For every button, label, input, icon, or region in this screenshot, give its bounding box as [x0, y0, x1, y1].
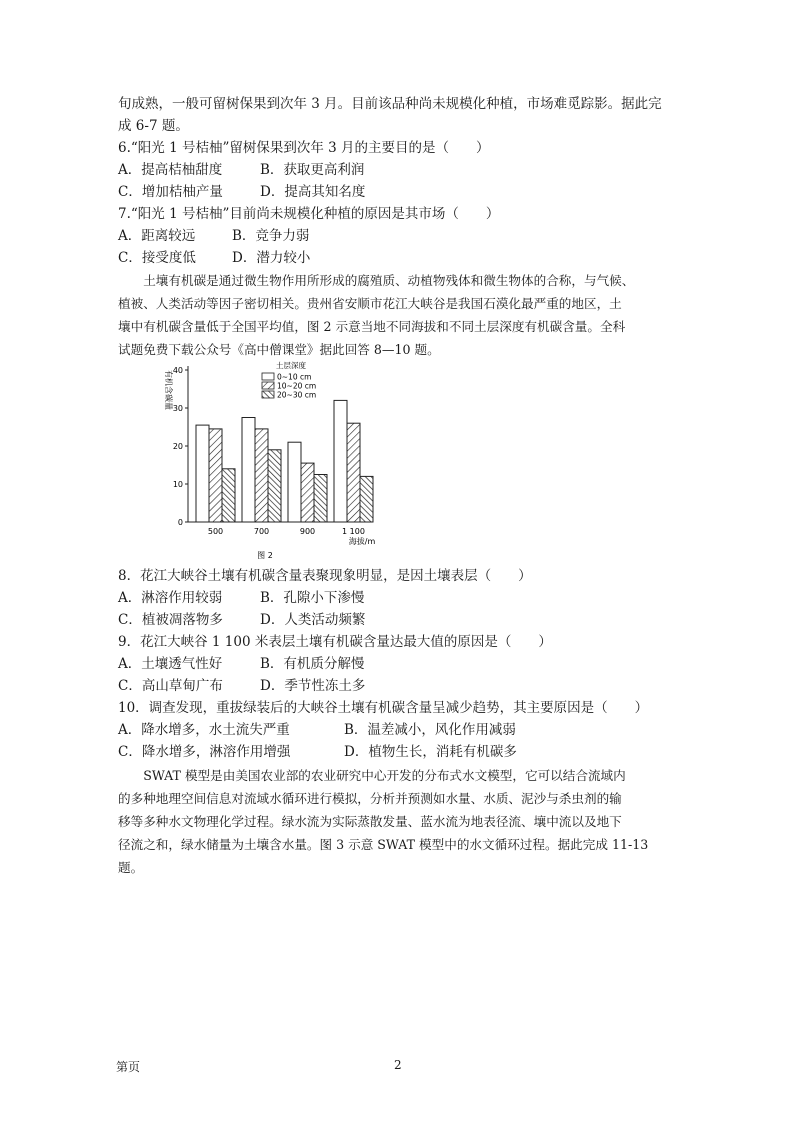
x-tick-label: 1 100 — [342, 527, 365, 536]
bar-700-series-2 — [255, 429, 268, 522]
bar-500-series-1 — [196, 425, 209, 522]
bar-1100-series-2 — [347, 423, 360, 522]
question-7-option-b[interactable]: B．竞争力弱 — [232, 228, 310, 244]
question-7-option-c[interactable]: C．接受度低 — [118, 250, 196, 266]
bar-700-series-3 — [268, 450, 281, 522]
bar-500-series-2 — [209, 429, 222, 522]
legend-swatch-2 — [262, 382, 274, 389]
bar-700-series-1 — [242, 418, 255, 523]
question-8-option-a[interactable]: A．淋溶作用较弱 — [118, 590, 223, 606]
figure-2-caption: 图 2 — [257, 551, 273, 560]
passage-2-line-4: 试题免费下载公众号《高中僧课堂》据此回答 8—10 题。 — [118, 342, 440, 357]
passage-3-line-5: 题。 — [118, 860, 144, 875]
passage-3-line-1: SWAT 模型是由美国农业部的农业研究中心开发的分布式水文模型，它可以结合流域内 — [118, 768, 626, 783]
legend-swatch-1 — [262, 373, 274, 380]
bar-1100-series-1 — [334, 400, 347, 522]
passage-2-line-2: 植被、人类活动等因子密切相关。贵州省安顺市花江大峡谷是我国石漠化最严重的地区，土 — [118, 296, 622, 311]
y-tick-label: 10 — [172, 480, 183, 489]
bar-900-series-1 — [288, 442, 301, 522]
question-9-stem: 9．花江大峡谷 1 100 米表层土壤有机碳含量达最大值的原因是（ ） — [118, 634, 552, 650]
question-6-option-c[interactable]: C．增加桔柚产量 — [118, 184, 223, 200]
question-10-option-d[interactable]: D．植物生长，消耗有机碳多 — [344, 744, 517, 760]
x-tick-label: 900 — [299, 527, 316, 536]
footer-page-number: 2 — [394, 1058, 402, 1072]
question-10-option-b[interactable]: B．温差减小，风化作用减弱 — [344, 722, 516, 738]
question-10-option-c[interactable]: C．降水增多，淋溶作用增强 — [118, 744, 291, 760]
question-9-option-a[interactable]: A．土壤透气性好 — [118, 656, 223, 672]
legend-title: 土层深度 — [276, 361, 306, 370]
question-8-stem: 8．花江大峡谷土壤有机碳含量表聚现象明显，是因土壤表层（ ） — [118, 568, 532, 584]
question-6-option-a[interactable]: A．提高桔柚甜度 — [118, 162, 223, 178]
y-tick-label: 30 — [172, 404, 183, 413]
question-8-option-b[interactable]: B．孔隙小下渗慢 — [260, 590, 365, 606]
question-10-option-a[interactable]: A．降水增多，水土流失严重 — [118, 722, 290, 738]
bar-900-series-2 — [301, 463, 314, 522]
y-tick-label: 20 — [172, 442, 183, 451]
question-9-option-c[interactable]: C．高山草甸广布 — [118, 678, 223, 694]
passage-3-line-4: 径流之和，绿水储量为土壤含水量。图 3 示意 SWAT 模型中的水文循环过程。据此完成 11-13 — [118, 837, 649, 852]
question-6-option-b[interactable]: B．获取更高利润 — [260, 162, 365, 178]
figure-2-ylabel: 有机含碳量 — [164, 370, 173, 410]
passage-3-line-3: 移等多种水文物理化学过程。绿水流为实际蒸散发量、蓝水流为地表径流、壤中流以及地下 — [118, 814, 622, 829]
footer-page-label: 第页 — [116, 1060, 141, 1074]
bar-500-series-3 — [222, 469, 235, 522]
question-9-option-b[interactable]: B．有机质分解慢 — [260, 656, 365, 672]
question-7-stem: 7.“阳光 1 号桔柚”目前尚未规模化种植的原因是其市场（ ） — [118, 206, 500, 222]
question-7-option-d[interactable]: D．潜力较小 — [232, 250, 311, 266]
bar-900-series-3 — [314, 475, 327, 523]
legend-label-3: 20~30 cm — [277, 390, 317, 400]
passage-2-line-1: 土壤有机碳是通过微生物作用所形成的腐殖质、动植物残体和微生物体的合称，与气候、 — [118, 273, 635, 288]
intro-line-2: 成 6-7 题。 — [118, 118, 189, 134]
passage-3-line-2: 的多种地理空间信息对流域水循环进行模拟，分析并预测如水量、水质、泥沙与杀虫剂的输 — [118, 791, 622, 806]
x-tick-label: 500 — [207, 527, 224, 536]
legend-label-1: 0~10 cm — [277, 372, 312, 382]
question-6-option-d[interactable]: D．提高其知名度 — [260, 184, 366, 200]
legend-label-2: 10~20 cm — [277, 381, 317, 391]
question-8-option-d[interactable]: D．人类活动频繁 — [260, 612, 366, 628]
question-7-option-a[interactable]: A．距离较远 — [118, 228, 196, 244]
legend-swatch-3 — [262, 391, 274, 398]
question-8-option-c[interactable]: C．植被凋落物多 — [118, 612, 223, 628]
y-tick-label: 40 — [172, 366, 183, 375]
passage-2-line-3: 壤中有机碳含量低于全国平均值，图 2 示意当地不同海拔和不同土层深度有机碳含量。全科 — [118, 319, 626, 334]
figure-2-chart — [150, 358, 390, 564]
question-10-stem: 10．调查发现，重拔绿装后的大峡谷土壤有机碳含量呈减少趋势，其主要原因是（ ） — [118, 700, 649, 716]
x-tick-label: 700 — [253, 527, 270, 536]
intro-line-1: 旬成熟，一般可留树保果到次年 3 月。目前该品种尚未规模化种植，市场难觅踪影。据此完 — [118, 96, 662, 112]
bar-1100-series-3 — [360, 476, 373, 522]
y-tick-label: 0 — [177, 518, 183, 527]
question-9-option-d[interactable]: D．季节性冻土多 — [260, 678, 366, 694]
question-6-stem: 6.“阳光 1 号桔柚”留树保果到次年 3 月的主要目的是（ ） — [118, 140, 490, 156]
figure-2-xlabel: 海拔/m — [348, 537, 376, 546]
